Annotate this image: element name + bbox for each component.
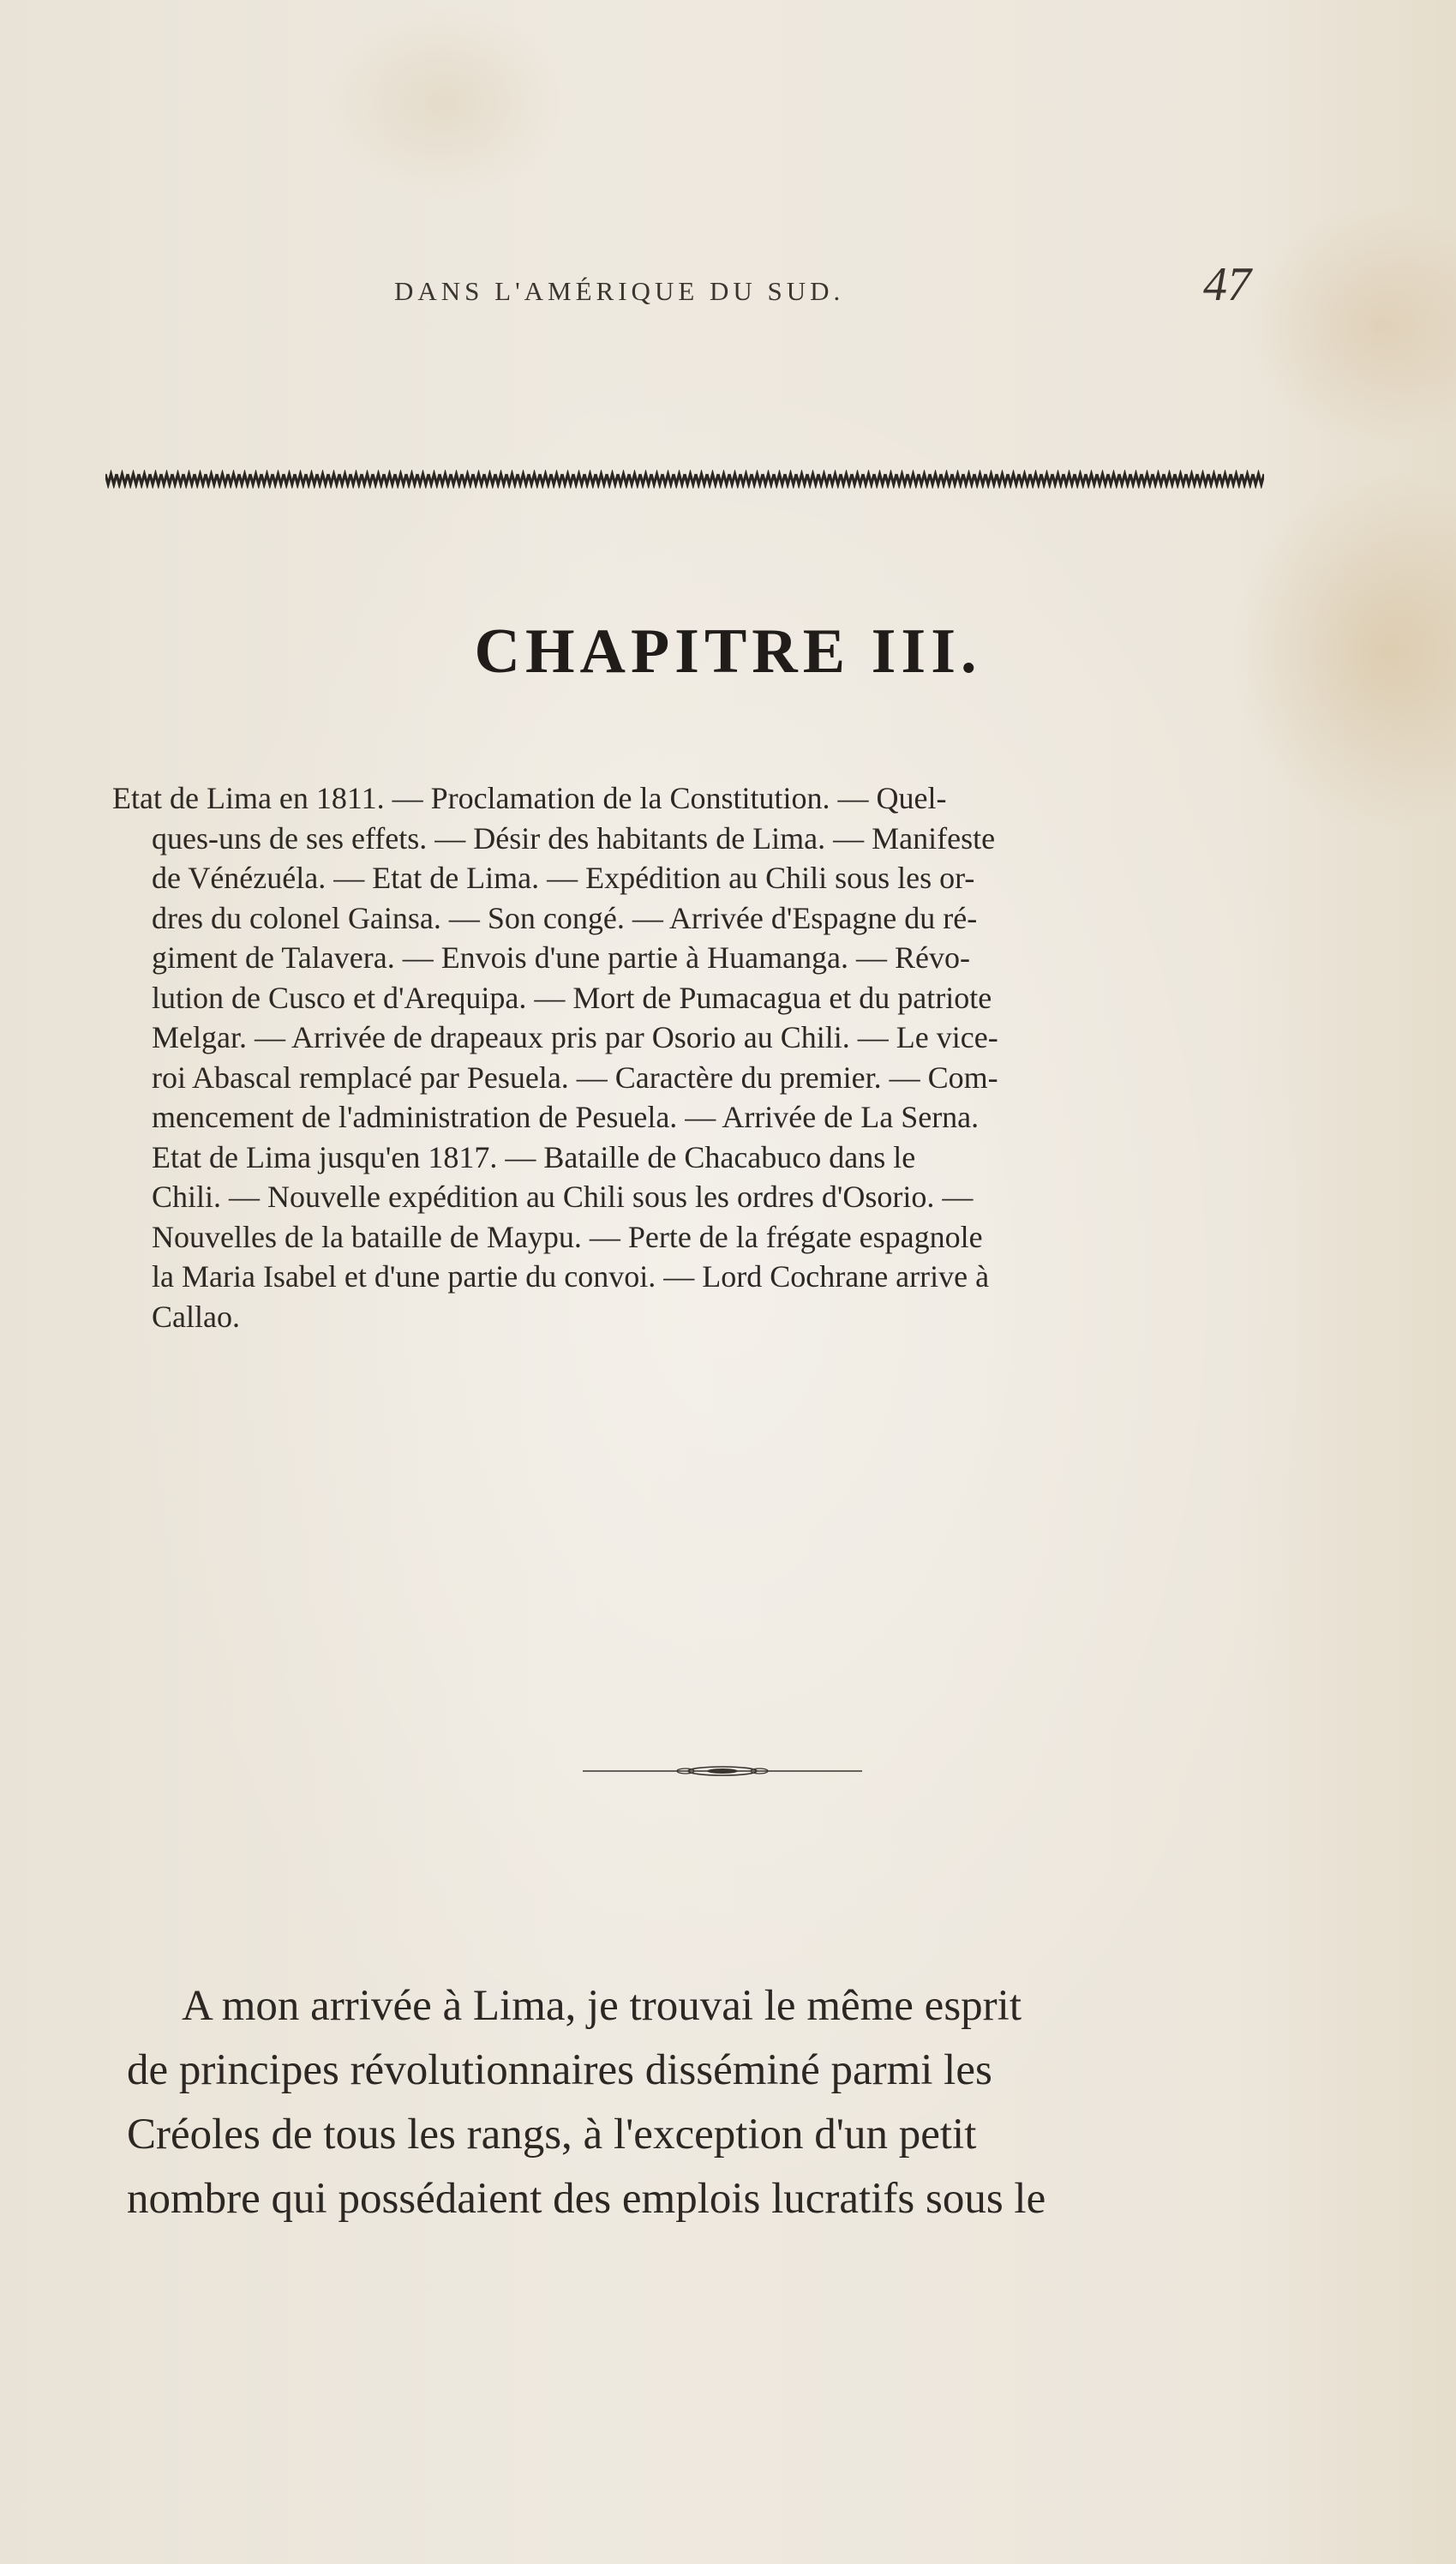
summary-line: de Vénézuéla. — Etat de Lima. — Expédition au Chili sous les or- (152, 861, 975, 895)
summary-line: la Maria Isabel et d'une partie du convoi. — Lord Cochrane arrive à (152, 1259, 990, 1294)
body-line: A mon arrivée à Lima, je trouvai le même esprit (182, 1982, 1022, 2030)
body-line: de principes révolutionnaires disséminé parmi les (127, 2046, 992, 2094)
body-line: Créoles de tous les rangs, à l'exception d'un petit (127, 2111, 977, 2159)
summary-line: Callao. (152, 1299, 240, 1334)
summary-line: Etat de Lima en 1811. — Proclamation de la Constitution. — Quel- (112, 781, 947, 815)
page-number: 47 (1203, 258, 1251, 311)
summary-line: dres du colonel Gainsa. — Son congé. — Arrivée d'Espagne du ré- (152, 900, 978, 935)
summary-line: ques-uns de ses effets. — Désir des habitants de Lima. — Manifeste (152, 820, 996, 856)
summary-line: Etat de Lima jusqu'en 1817. — Bataille de Chacabuco dans le (152, 1139, 916, 1174)
body-line: nombre qui possédaient des emplois lucratifs sous le (127, 2175, 1046, 2223)
section-divider-ornament (583, 1761, 862, 1781)
chapter-title: CHAPITRE III. (474, 616, 982, 687)
running-head: DANS L'AMÉRIQUE DU SUD. (394, 276, 845, 306)
ornamental-rule (105, 470, 1264, 489)
summary-line: Nouvelles de la bataille de Maypu. — Perte de la frégate espagnole (152, 1219, 983, 1254)
summary-line: giment de Talavera. — Envois d'une partie à Huamanga. — Révo- (152, 940, 971, 975)
summary-line: mencement de l'administration de Pesuela. — Arrivée de La Serna. (152, 1100, 980, 1134)
summary-line: Melgar. — Arrivée de drapeaux pris par Osorio au Chili. — Le vice- (152, 1020, 998, 1054)
chapter-summary (112, 778, 1276, 1336)
summary-line: roi Abascal remplacé par Pesuela. — Caractère du premier. — Com- (152, 1060, 998, 1095)
body-paragraph (127, 1974, 1279, 2231)
summary-line: lution de Cusco et d'Arequipa. — Mort de Pumacagua et du patriote (152, 980, 992, 1015)
summary-line: Chili. — Nouvelle expédition au Chili sous les ordres d'Osorio. — (152, 1180, 974, 1214)
